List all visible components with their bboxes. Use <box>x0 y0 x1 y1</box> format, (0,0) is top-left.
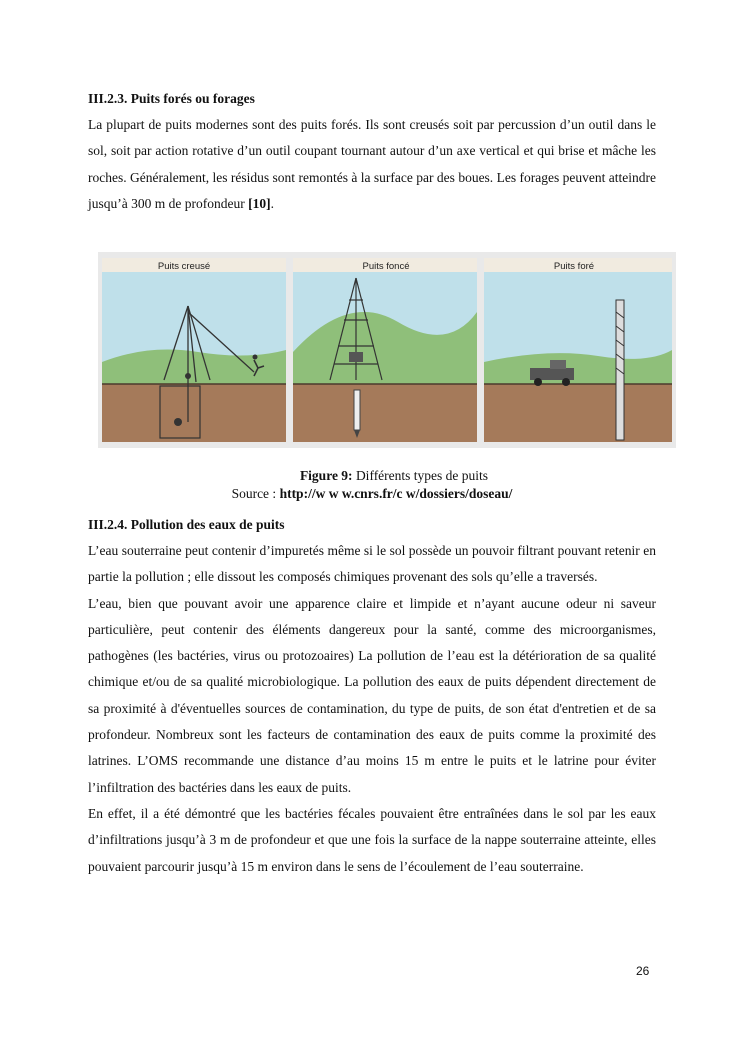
figure-source-label: Source : <box>231 486 280 501</box>
section-well-pollution <box>88 512 656 880</box>
section-paragraph: En effet, il a été démontré que les bactéries fécales pouvaient être entraînées dans le sol par les eaux d’infiltrations jusqu’à 3 m de profondeur et que une fois la surface de la nappe souterraine atteinte, elles pouvaient parcourir jusqu’à 15 m environ dans le sens de l’écoulement de l’eau souterraine. <box>88 805 656 874</box>
section-pits-drilled <box>88 86 656 217</box>
figure-caption <box>22 468 744 484</box>
section-paragraph: L’eau, bien que pouvant avoir une apparence claire et limpide et n’ayant aucune odeur ni saveur particulière, peut contenir des éléments dangereux pour la santé, comme des microorganismes, pathogènes (les bactéries, virus ou protozoaires) La pollution de l’eau est la détérioration de sa qualité chimique et/ou de sa qualité microbiologique. La pollution des eaux de puits dépendent directement de sa proximité à d'éventuelles sources de contamination, du type de puits, de son état d'entretien et de sa profondeur. Nombreux sont les facteurs de contamination des eaux de puits comme la proximité des latrines. L’OMS recommande une distance d’au moins 15 m entre le puits et le latrine pour éviter l’infiltration des bactéries dans les eaux de puits. <box>88 595 656 795</box>
panel-dug-well <box>102 258 286 442</box>
panel-label-sunk: Puits foncé <box>362 261 410 272</box>
section-paragraph <box>88 112 656 217</box>
paragraph-text: La plupart de puits modernes sont des puits forés. Ils sont creusés soit par percussion d’un outil dans le sol, soit par action rotative d’un outil coupant tournant autour d’un axe vertical et qui brise et mâche les roches. Généralement, les résidus sont remontés à la surface par des boues. Les forages peuvent atteindre jusqu’à 300 m de profondeur <box>88 117 656 211</box>
panel-label-dug: Puits creusé <box>157 261 211 272</box>
figure-source <box>0 486 744 502</box>
panel-sunk-well <box>293 258 477 442</box>
figure-source-url: http://w w w.cnrs.fr/c w/dossiers/doseau/ <box>279 486 513 501</box>
page-number: 26 <box>636 964 650 978</box>
section-heading: III.2.3. Puits forés ou forages <box>88 91 255 106</box>
panel-drilled-well <box>484 258 672 442</box>
figure-caption-label: Figure 9: <box>299 468 353 483</box>
figure-well-types <box>98 252 676 448</box>
figure-caption-text: Différents types de puits <box>352 468 489 483</box>
well-types-illustration <box>98 252 676 448</box>
paragraph-end: . <box>270 195 274 211</box>
citation-ref: [10] <box>248 195 271 211</box>
panel-label-drilled: Puits foré <box>553 261 595 272</box>
section-heading: III.2.4. Pollution des eaux de puits <box>88 517 285 532</box>
section-paragraph: L’eau souterraine peut contenir d’impuretés même si le sol possède un pouvoir filtrant pouvant retenir en partie la pollution ; elle dissout les composés chimiques provenant des sols qu’elle a traversés. <box>88 543 656 585</box>
